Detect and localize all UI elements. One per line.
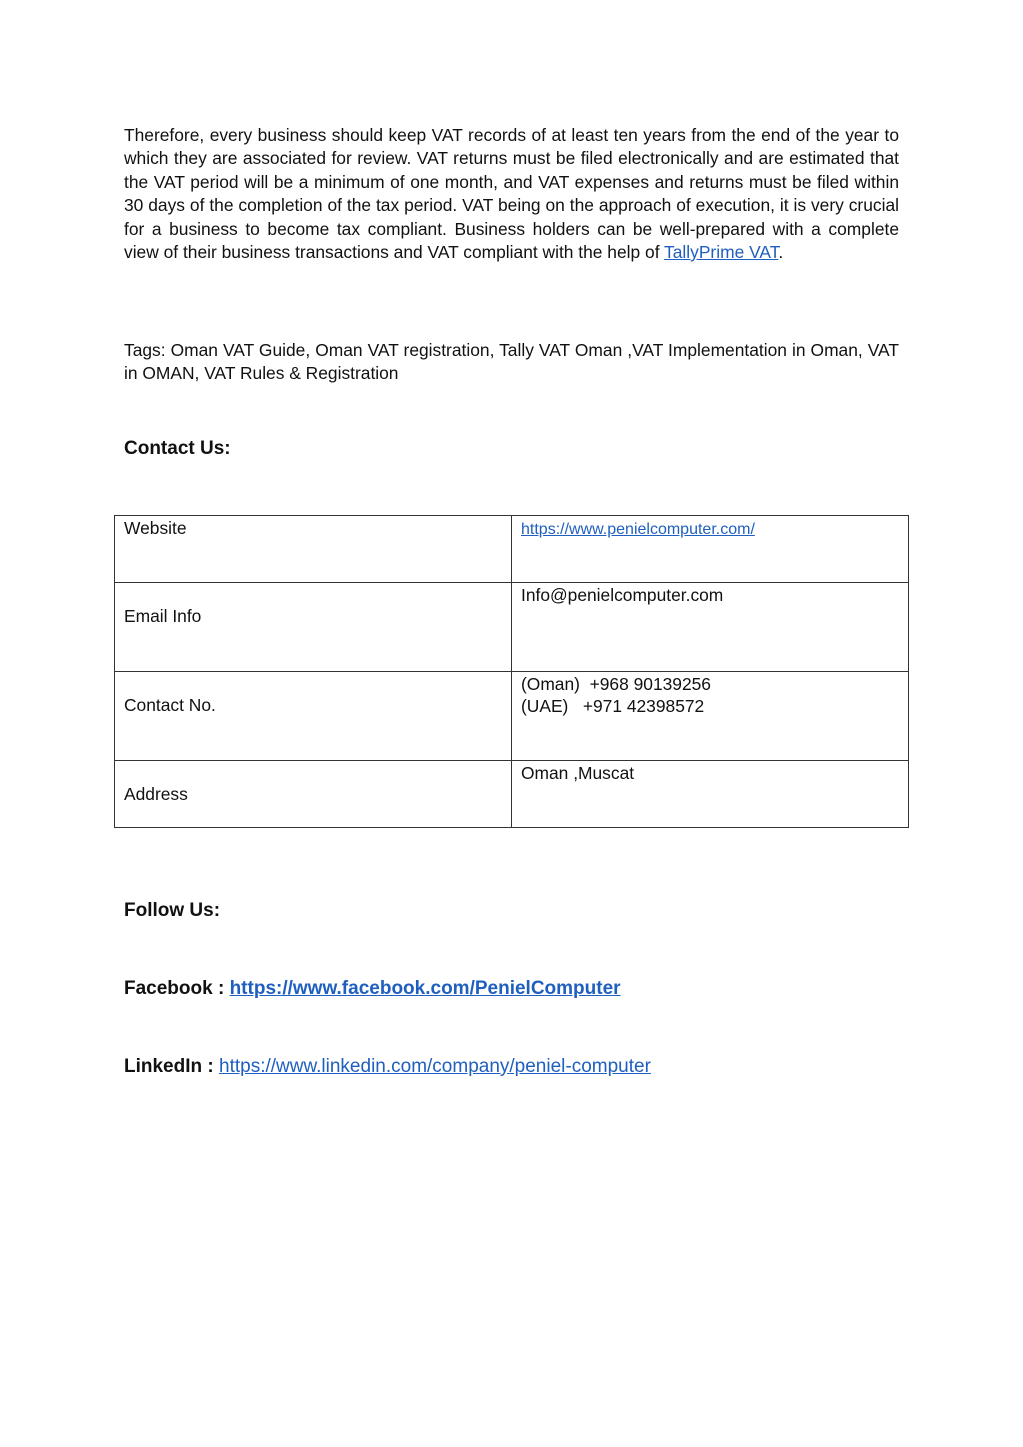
vat-records-paragraph <box>124 124 899 264</box>
contact-no-value-cell <box>512 672 909 761</box>
address-value: Oman ,Muscat <box>521 763 635 783</box>
website-label: Website <box>124 518 187 538</box>
tallyprime-vat-link[interactable]: TallyPrime VAT <box>664 242 779 263</box>
address-label-cell <box>115 761 512 828</box>
phone-uae: (UAE) +971 42398572 <box>521 696 705 716</box>
website-label-cell <box>115 516 512 583</box>
address-label: Address <box>124 784 188 804</box>
vat-records-text: Therefore, every business should keep VAT records of at least ten years from the end of the year to which they are associated for review. VAT returns must be filed electronically and are estimated that the VAT period will be a minimum of one month, and VAT expenses and returns must be filed within 30 days of the completion of the tax period. VAT being on the approach of execution, it is very crucial for a business to become tax compliant. Business holders can be well-prepared with a complete view of their business transactions and VAT compliant with the help of <box>124 125 899 263</box>
address-value-cell <box>512 761 909 828</box>
email-value-cell <box>512 583 909 672</box>
table-row-website <box>115 516 909 583</box>
linkedin-line <box>124 1056 651 1078</box>
contact-no-label-cell <box>115 672 512 761</box>
website-link[interactable]: https://www.penielcomputer.com/ <box>521 521 755 538</box>
contact-table <box>114 515 909 828</box>
linkedin-link[interactable]: https://www.linkedin.com/company/peniel-computer <box>219 1056 651 1077</box>
email-label: Email Info <box>124 606 202 626</box>
paragraph-period: . <box>778 242 784 263</box>
email-value: Info@penielcomputer.com <box>521 585 724 605</box>
contact-us-heading: Contact Us: <box>124 438 231 459</box>
table-row-address <box>115 761 909 828</box>
linkedin-label: LinkedIn : <box>124 1056 219 1077</box>
facebook-label: Facebook : <box>124 978 230 999</box>
facebook-link[interactable]: https://www.facebook.com/PenielComputer <box>229 978 621 999</box>
email-label-cell <box>115 583 512 672</box>
tags-paragraph: Tags: Oman VAT Guide, Oman VAT registration, Tally VAT Oman ,VAT Implementation in Oman, VAT in OMAN, VAT Rules & Registration <box>124 340 899 384</box>
table-row-contact-no <box>115 672 909 761</box>
phone-oman: (Oman) +968 90139256 <box>521 674 711 694</box>
contact-no-label: Contact No. <box>124 695 216 715</box>
facebook-line <box>124 978 621 1000</box>
website-value-cell <box>512 516 909 583</box>
table-row-email <box>115 583 909 672</box>
follow-us-heading: Follow Us: <box>124 900 221 921</box>
